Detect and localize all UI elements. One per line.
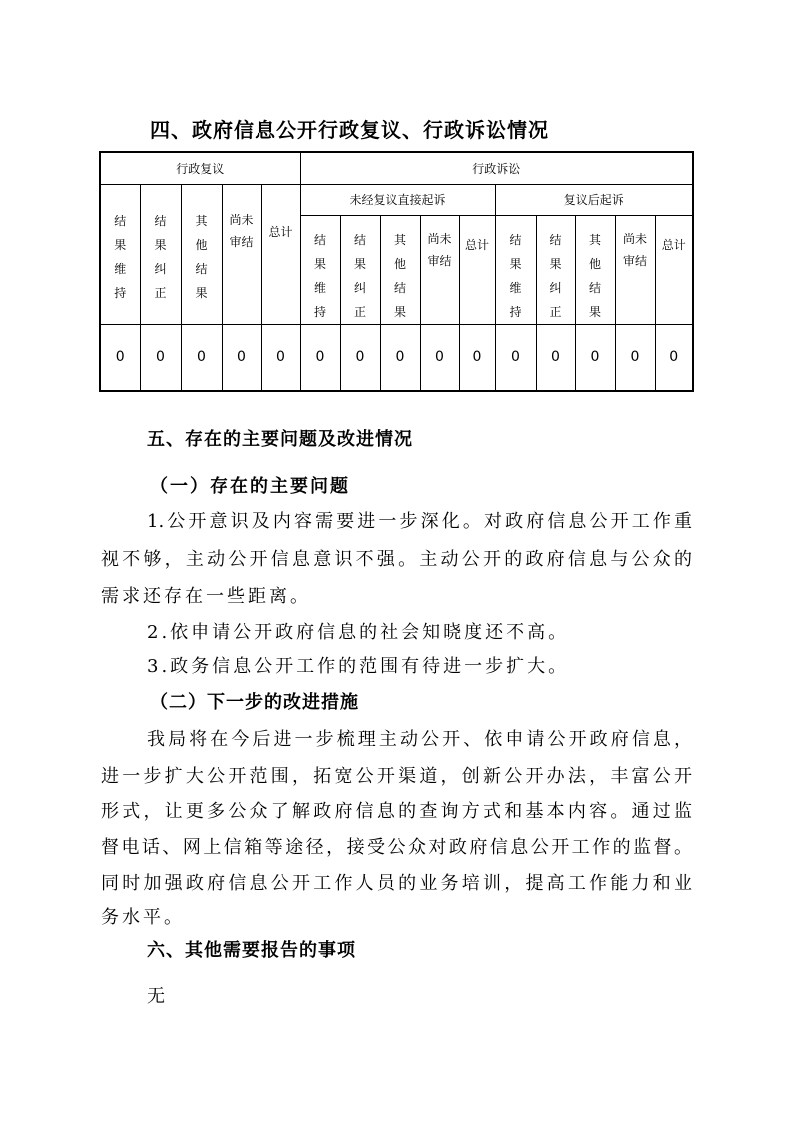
col-header: 结果维持 [495, 215, 536, 324]
col-header: 结果纠正 [340, 215, 380, 324]
header-litigation: 行政诉讼 [300, 152, 693, 184]
header-admin-review: 行政复议 [100, 152, 300, 184]
value-cell: 0 [420, 324, 459, 391]
value-cell: 0 [655, 324, 693, 391]
paragraph-line: 3.政务信息公开工作的范围有待进一步扩大。 [147, 656, 570, 677]
paragraph-line: 同时加强政府信息公开工作人员的业务培训，提高工作能力和业 [101, 873, 692, 894]
value-cell: 0 [261, 324, 300, 391]
col-header: 结果纠正 [140, 184, 181, 324]
col-header: 其他结果 [181, 184, 222, 324]
paragraph-line: 形式，让更多公众了解政府信息的查询方式和基本内容。通过监 [101, 801, 692, 822]
subsection-2-title: （二）下一步的改进措施 [150, 692, 359, 713]
value-cell: 0 [536, 324, 575, 391]
value-cell: 0 [575, 324, 615, 391]
col-header: 尚未审结 [420, 215, 459, 324]
col-header: 结果纠正 [536, 215, 575, 324]
review-litigation-table [99, 151, 694, 392]
value-cell: 0 [222, 324, 261, 391]
section-6-title: 六、其他需要报告的事项 [147, 940, 356, 961]
value-cell: 0 [100, 324, 140, 391]
col-header: 尚未审结 [615, 215, 655, 324]
value-cell: 0 [459, 324, 495, 391]
section-5-title: 五、存在的主要问题及改进情况 [147, 429, 413, 450]
col-header: 总计 [655, 215, 693, 324]
col-header: 其他结果 [575, 215, 615, 324]
value-cell: 0 [380, 324, 420, 391]
section-4-title: 四、政府信息公开行政复议、行政诉讼情况 [150, 118, 549, 142]
col-header: 结果维持 [100, 184, 140, 324]
value-cell: 0 [340, 324, 380, 391]
value-cell: 0 [615, 324, 655, 391]
col-header: 总计 [459, 215, 495, 324]
value-cell: 0 [140, 324, 181, 391]
paragraph-line: 督电话、网上信箱等途径，接受公众对政府信息公开工作的监督。 [101, 837, 692, 858]
paragraph-line: 1.公开意识及内容需要进一步深化。对政府信息公开工作重 [147, 511, 692, 532]
paragraph-line: 我局将在今后进一步梳理主动公开、依申请公开政府信息， [147, 729, 692, 750]
subsection-1-title: （一）存在的主要问题 [150, 476, 350, 497]
header-direct-suit: 未经复议直接起诉 [300, 184, 495, 215]
table-row [100, 324, 693, 391]
col-header: 尚未审结 [222, 184, 261, 324]
col-header: 总计 [261, 184, 300, 324]
paragraph-line: 2.依申请公开政府信息的社会知晓度还不高。 [147, 622, 570, 643]
header-after-review-suit: 复议后起诉 [495, 184, 693, 215]
value-cell: 0 [300, 324, 340, 391]
col-header: 其他结果 [380, 215, 420, 324]
paragraph-line: 需求还存在一些距离。 [101, 586, 311, 607]
paragraph-line: 务水平。 [101, 907, 185, 928]
section-6-body: 无 [147, 986, 165, 1007]
col-header: 结果维持 [300, 215, 340, 324]
paragraph-line: 视不够，主动公开信息意识不强。主动公开的政府信息与公众的 [101, 549, 692, 570]
paragraph-line: 进一步扩大公开范围，拓宽公开渠道，创新公开办法，丰富公开 [101, 766, 692, 787]
value-cell: 0 [495, 324, 536, 391]
value-cell: 0 [181, 324, 222, 391]
